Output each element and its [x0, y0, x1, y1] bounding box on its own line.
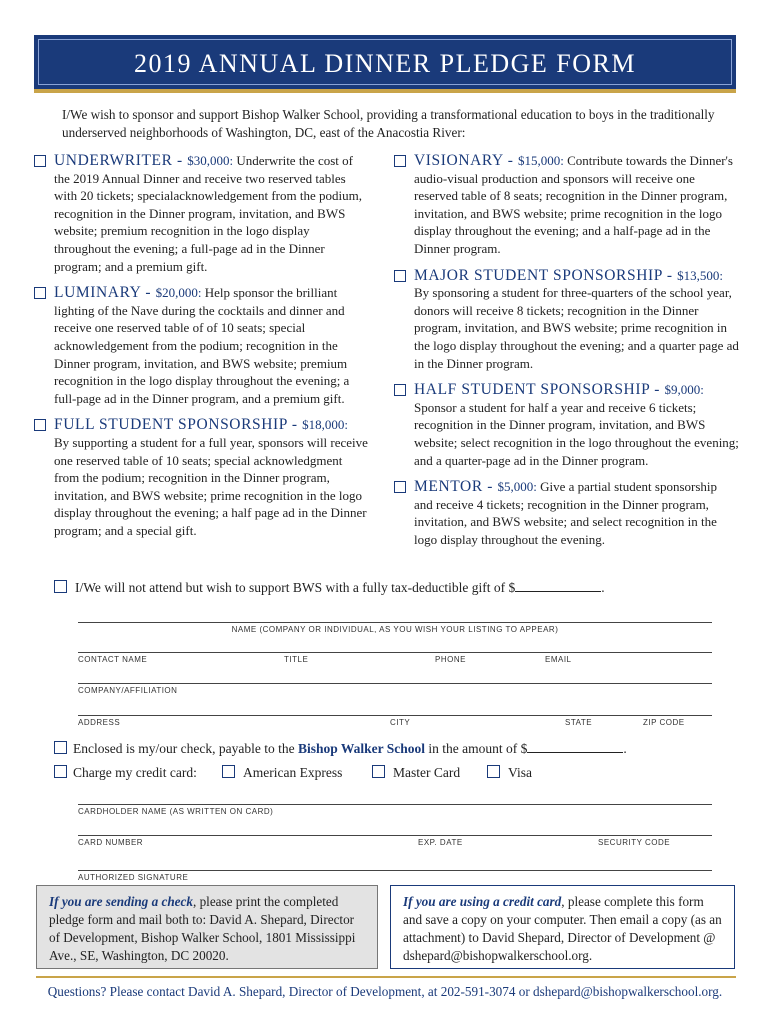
level-amount: $30,000:: [187, 153, 234, 168]
level-description: Underwrite the cost of the 2019 Annual Dinner and receive two reserved tables with 20 tickets; specialacknowledgement from the podium, recognition in the Dinner program, invitation, and BWS website; premium recognition in the logo display throughout the evening; a full-page ad in the Dinner program; and a premium gift.: [54, 153, 362, 274]
intro-text: I/We wish to sponsor and support Bishop Walker School, providing a transformational education to boys in the traditionally underserved neighborhoods of Washington, DC, east of the Anacostia River:: [62, 107, 715, 140]
mastercard-checkbox[interactable]: [372, 765, 385, 778]
mentor-checkbox[interactable]: [394, 481, 406, 493]
level-description: Sponsor a student for half a year and receive 6 tickets; recognition in the Dinner program, invitation, and BWS website; select recognition in the logo throughout the evening; and a quarter-page ad in the Dinner program.: [414, 399, 739, 468]
half-student-checkbox[interactable]: [394, 384, 406, 396]
title-banner: [34, 35, 736, 93]
underwriter-checkbox[interactable]: [34, 155, 46, 167]
check-checkbox[interactable]: [54, 741, 67, 754]
credit-instructions-lead: If you are using a credit card: [403, 894, 562, 909]
level-full-student: [34, 416, 369, 539]
level-description: Contribute towards the Dinner's audio-visual production and sponsors will receive one reserved table of 8 seats; recognition in the Dinner program, invitation, and BWS website; prime recognition in the logo display throughout the evening; and a half-page ad in the Dinner program.: [414, 153, 733, 256]
level-name: LUMINARY -: [54, 284, 156, 302]
credit-row: [54, 765, 197, 781]
level-luminary: [34, 284, 369, 407]
credit-card-checkbox[interactable]: [54, 765, 67, 778]
check-row: [54, 741, 627, 757]
level-name: VISIONARY -: [414, 152, 518, 169]
company-label: COMPANY/AFFILIATION: [78, 686, 178, 695]
exp-date-label: EXP. DATE: [418, 838, 463, 847]
zip-label: ZIP CODE: [643, 718, 685, 727]
visa-label: Visa: [508, 765, 532, 780]
full-student-checkbox[interactable]: [34, 419, 46, 431]
level-name: UNDERWRITER -: [54, 152, 188, 169]
cardholder-line[interactable]: [78, 804, 712, 805]
check-instructions-text: , please print the completed pledge form and mail both to: David A. Shepard, Director of Development, Bishop Walker School, 1801 Mississippi Ave., SE, Washington, DC 20020.: [49, 894, 356, 963]
address-line[interactable]: [78, 715, 712, 716]
check-suffix: in the amount of $: [424, 741, 528, 756]
level-amount: $20,000:: [155, 285, 202, 301]
level-amount: $18,000:: [302, 417, 349, 433]
footer-divider: [36, 976, 736, 978]
security-code-label: SECURITY CODE: [598, 838, 671, 847]
no-attend-text: I/We will not attend but wish to support BWS with a fully tax-deductible gift of $: [75, 580, 516, 595]
mastercard-label: Master Card: [393, 765, 461, 780]
no-attend-row: [54, 580, 605, 596]
visa-checkbox[interactable]: [487, 765, 500, 778]
credit-card-label: Charge my credit card:: [73, 765, 197, 780]
level-visionary: [394, 152, 739, 258]
check-prefix: Enclosed is my/our check, payable to the: [73, 741, 298, 756]
phone-label: PHONE: [435, 655, 466, 664]
level-description: Help sponsor the brilliant lighting of the Nave during the cocktails and dinner and receive one reserved table of of 10 seats; special acknowledgement from the podium; recognition in the Dinner program, invitation, and BWS website; premium recognition in the logo display throughout the evening; a full-page ad in the Dinner program, and a premium gift.: [54, 285, 350, 406]
name-line[interactable]: [78, 622, 712, 623]
left-column: [34, 152, 369, 548]
page-title: 2019 ANNUAL DINNER PLEDGE FORM: [134, 49, 636, 78]
level-amount: $5,000:: [497, 479, 537, 495]
address-label: ADDRESS: [78, 718, 121, 727]
level-name: FULL STUDENT SPONSORSHIP -: [54, 416, 303, 434]
gift-amount-field[interactable]: [515, 591, 601, 592]
amex-option: [222, 765, 342, 781]
level-mentor: [394, 478, 739, 548]
right-column: [394, 152, 739, 557]
level-description: By sponsoring a student for three-quarters of the school year, donors will receive 8 tickets; recognition in the Dinner program, invitation, and BWS website; prime recognition in the logo display throughout the evening; and a quarter page ad in the Dinner program.: [414, 285, 739, 371]
major-student-checkbox[interactable]: [394, 270, 406, 282]
luminary-checkbox[interactable]: [34, 287, 46, 299]
level-amount: $15,000:: [517, 153, 564, 168]
name-label: NAME (COMPANY OR INDIVIDUAL, AS YOU WISH YOUR LISTING TO APPEAR): [231, 625, 559, 634]
visionary-checkbox[interactable]: [394, 155, 406, 167]
visa-option: [487, 765, 532, 781]
level-major-student: [394, 267, 739, 373]
check-end: .: [623, 741, 627, 756]
city-label: CITY: [390, 718, 411, 727]
email-label: EMAIL: [545, 655, 572, 664]
level-amount: $13,500:: [677, 267, 724, 283]
level-name: HALF STUDENT SPONSORSHIP -: [414, 381, 665, 399]
level-name: MENTOR -: [414, 478, 498, 496]
no-attend-checkbox[interactable]: [54, 580, 67, 593]
contact-name-label: CONTACT NAME: [78, 655, 148, 664]
check-instructions-lead: If you are sending a check: [49, 894, 193, 909]
level-name: MAJOR STUDENT SPONSORSHIP -: [414, 266, 678, 284]
signature-line[interactable]: [78, 870, 712, 871]
level-half-student: [394, 381, 739, 469]
amex-label: American Express: [243, 765, 343, 780]
check-instructions-box: [36, 885, 378, 969]
footer-contact: Questions? Please contact David A. Shepard, Director of Development, at 202-591-3074 or dshepard@bishopwalkerschool.org.: [47, 984, 723, 999]
no-attend-end: .: [601, 580, 605, 595]
title-label: TITLE: [284, 655, 309, 664]
credit-instructions-text: , please complete this form and save a copy on your computer. Then email a copy (as an attachment) to David Shepard, Director of Development @ dshepard@bishopwalkerschool.org.: [403, 894, 722, 963]
school-name: Bishop Walker School: [297, 741, 425, 756]
level-underwriter: [34, 152, 369, 275]
state-label: STATE: [565, 718, 593, 727]
card-number-label: CARD NUMBER: [78, 838, 144, 847]
level-description: Give a partial student sponsorship and receive 4 tickets; recognition in the Dinner program, invitation, and BWS website; and select recognition in the logo display throughout the evening.: [414, 479, 718, 547]
amex-checkbox[interactable]: [222, 765, 235, 778]
contact-line[interactable]: [78, 652, 712, 653]
level-amount: $9,000:: [664, 382, 704, 398]
level-description: By supporting a student for a full year, sponsors will receive one reserved table of 10 seats; special acknowledgment from the podium; recognition in the Dinner program, invitation, and BWS website; prime recognition in the logo display throughout the evening; a half page ad in the Dinner program; and a special gift.: [54, 434, 368, 538]
signature-label: AUTHORIZED SIGNATURE: [78, 873, 189, 882]
cardholder-label: CARDHOLDER NAME (AS WRITTEN ON CARD): [78, 807, 274, 816]
mastercard-option: [372, 765, 460, 781]
check-amount-field[interactable]: [527, 752, 623, 753]
company-line[interactable]: [78, 683, 712, 684]
card-number-line[interactable]: [78, 835, 712, 836]
credit-instructions-box: [390, 885, 735, 969]
